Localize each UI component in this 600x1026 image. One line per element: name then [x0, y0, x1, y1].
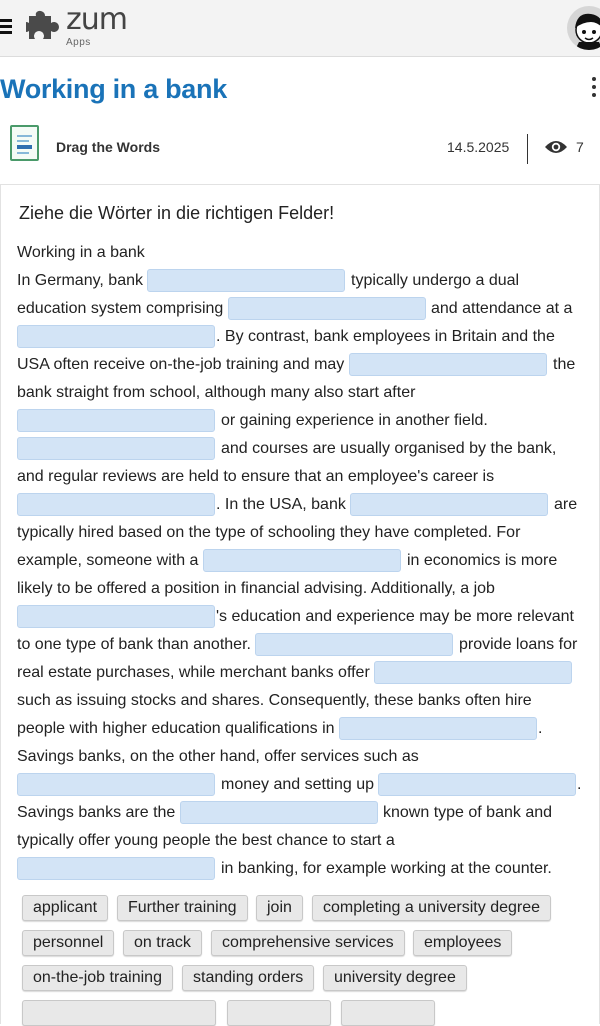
- text-line: bank straight from school, although many also start after: [17, 384, 416, 401]
- text-line: In Germany, bank: [17, 272, 143, 289]
- text-line: and courses are usually organised by the bank,: [221, 440, 557, 457]
- date-label: 14.5.2025: [447, 139, 510, 155]
- brand-subtitle: Apps: [66, 37, 91, 48]
- draggable-word[interactable]: completing a university degree: [312, 895, 551, 921]
- text-line: provide loans for: [459, 636, 578, 653]
- content-type-label: Drag the Words: [56, 139, 160, 155]
- text-line: the: [553, 356, 576, 373]
- drop-zone[interactable]: [17, 325, 215, 348]
- drop-zone[interactable]: [349, 353, 547, 376]
- text-line: such as issuing stocks and shares. Consequently, these banks often hire: [17, 692, 532, 709]
- text-line: are: [554, 496, 578, 513]
- text-line: money and setting up: [221, 776, 374, 793]
- drop-zone[interactable]: [17, 857, 215, 880]
- text-line: real estate purchases, while merchant banks offer: [17, 664, 370, 681]
- drop-zone[interactable]: [17, 409, 215, 432]
- text-line: known type of bank and: [383, 804, 553, 821]
- draggable-word[interactable]: standing orders: [182, 965, 314, 991]
- drop-zone[interactable]: [374, 661, 572, 684]
- eye-icon: [544, 139, 568, 155]
- draggable-word[interactable]: applicant: [22, 895, 108, 921]
- more-options-icon[interactable]: [590, 77, 598, 99]
- drop-zone[interactable]: [17, 493, 215, 516]
- text-line: Working in a bank: [17, 244, 145, 261]
- top-bar: [0, 0, 600, 57]
- text-line: likely to be offered a position in financial advising. Additionally, a job: [17, 580, 495, 597]
- text-line: and regular reviews are held to ensure that an employee's career is: [17, 468, 495, 485]
- draggable-word[interactable]: personnel: [22, 930, 114, 956]
- drop-zone[interactable]: [17, 605, 215, 628]
- text-line: typically hired based on the type of schooling they have completed. For: [17, 524, 521, 541]
- text-line: .: [538, 720, 543, 737]
- task-instruction: Ziehe die Wörter in die richtigen Felder!: [19, 203, 335, 223]
- text-line: 's education and experience may be more relevant: [216, 608, 574, 625]
- text-line: or gaining experience in another field.: [221, 412, 488, 429]
- text-line: . By contrast, bank employees in Britain and the: [216, 328, 555, 345]
- draggable-word[interactable]: Further training: [117, 895, 248, 921]
- views-count: 7: [576, 139, 584, 155]
- text-line: education system comprising: [17, 300, 224, 317]
- text-line: . In the USA, bank: [216, 496, 346, 513]
- menu-icon[interactable]: [0, 19, 12, 35]
- text-line: people with higher education qualifications in: [17, 720, 335, 737]
- drop-zone[interactable]: [147, 269, 345, 292]
- drop-zone[interactable]: [378, 773, 576, 796]
- draggable-word[interactable]: on-the-job training: [22, 965, 173, 991]
- puzzle-logo-icon[interactable]: [26, 9, 66, 49]
- text-line: typically offer young people the best chance to start a: [17, 832, 395, 849]
- draggable-word[interactable]: on track: [123, 930, 202, 956]
- text-line: USA often receive on-the-job training and may: [17, 356, 345, 373]
- text-line: example, someone with a: [17, 552, 199, 569]
- page-title: Working in a bank: [0, 74, 227, 104]
- divider: [527, 134, 528, 164]
- draggable-word[interactable]: join: [256, 895, 303, 921]
- draggable-word[interactable]: comprehensive services: [211, 930, 405, 956]
- text-line: Savings banks, on the other hand, offer services such as: [17, 748, 419, 765]
- drop-zone[interactable]: [180, 801, 378, 824]
- text-line: .: [577, 776, 582, 793]
- draggable-word[interactable]: employees: [413, 930, 512, 956]
- text-line: to one type of bank than another.: [17, 636, 251, 653]
- meta-row: [0, 120, 600, 172]
- text-line: Savings banks are the: [17, 804, 176, 821]
- text-line: in economics is more: [407, 552, 558, 569]
- draggable-word-partial[interactable]: [227, 1000, 331, 1026]
- drop-zone[interactable]: [255, 633, 453, 656]
- drag-the-words-icon: [10, 125, 39, 161]
- drop-zone[interactable]: [203, 549, 401, 572]
- drop-zone[interactable]: [350, 493, 548, 516]
- draggable-word-partial[interactable]: [341, 1000, 435, 1026]
- text-line: and attendance at a: [431, 300, 573, 317]
- drop-zone[interactable]: [17, 773, 215, 796]
- drop-zone[interactable]: [17, 437, 215, 460]
- drop-zone[interactable]: [228, 297, 426, 320]
- brand-name[interactable]: zum: [66, 2, 127, 37]
- text-line: in banking, for example working at the counter.: [221, 860, 552, 877]
- user-avatar[interactable]: [567, 6, 600, 50]
- draggable-word[interactable]: university degree: [323, 965, 467, 991]
- drop-zone[interactable]: [339, 717, 537, 740]
- text-line: typically undergo a dual: [351, 272, 520, 289]
- draggable-word-partial[interactable]: [22, 1000, 216, 1026]
